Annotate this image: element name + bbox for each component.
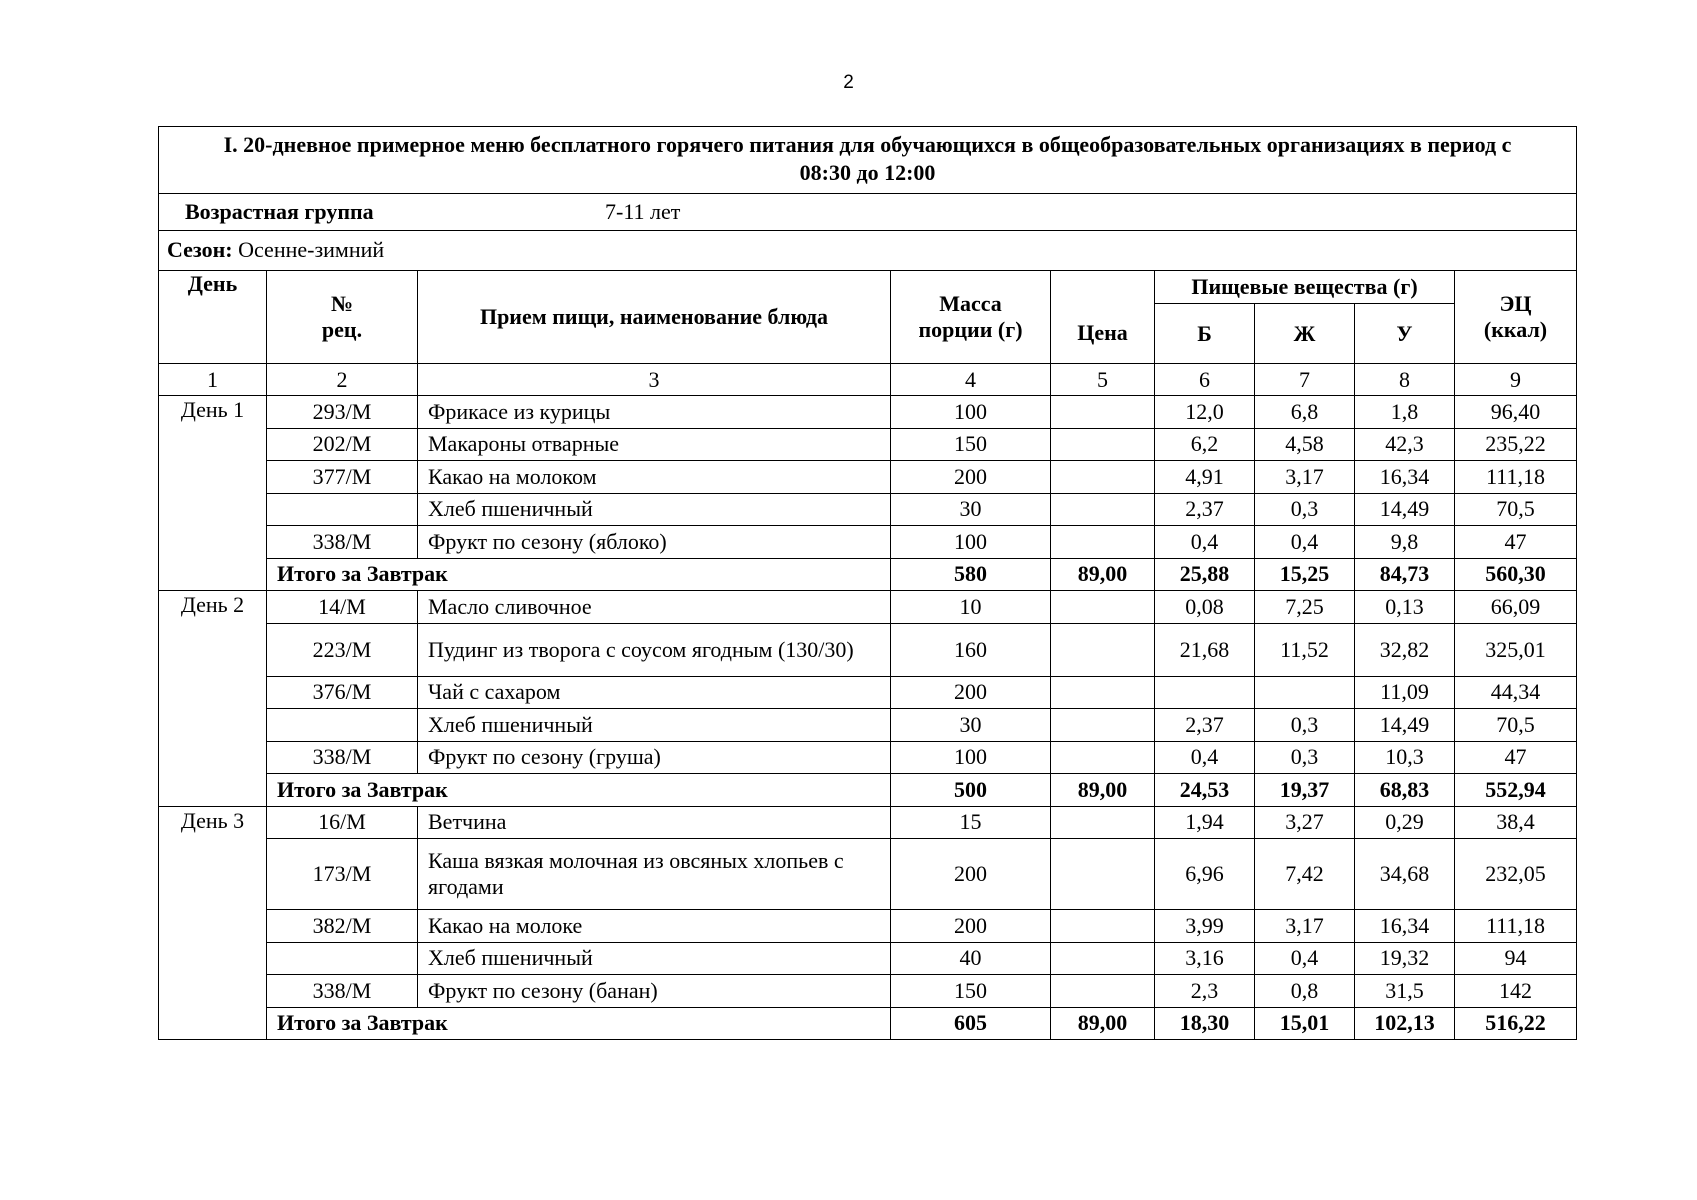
recipe-number: 338/М [267, 741, 418, 774]
dish-name: Фрукт по сезону (банан) [418, 975, 891, 1008]
protein-value: 21,68 [1155, 623, 1255, 676]
total-price: 89,00 [1051, 774, 1155, 807]
total-fat: 15,01 [1255, 1007, 1355, 1040]
energy-value: 47 [1455, 741, 1577, 774]
price [1051, 526, 1155, 559]
fat-value: 0,8 [1255, 975, 1355, 1008]
price [1051, 591, 1155, 624]
season-label: Сезон: [167, 237, 233, 262]
energy-value: 325,01 [1455, 623, 1577, 676]
fat-value: 0,4 [1255, 526, 1355, 559]
portion-mass: 15 [891, 806, 1051, 839]
column-number: 7 [1255, 364, 1355, 396]
portion-mass: 100 [891, 396, 1051, 429]
portion-mass: 200 [891, 676, 1051, 709]
day-label: День 1 [159, 396, 267, 591]
price [1051, 676, 1155, 709]
energy-value: 111,18 [1455, 910, 1577, 943]
menu-table-body [159, 127, 1577, 1040]
column-number-row [159, 364, 1577, 396]
dish-name: Хлеб пшеничный [418, 493, 891, 526]
header-energy-line1: ЭЦ [1499, 291, 1532, 316]
dish-name: Масло сливочное [418, 591, 891, 624]
portion-mass: 200 [891, 910, 1051, 943]
recipe-number: 14/М [267, 591, 418, 624]
protein-value: 3,16 [1155, 942, 1255, 975]
recipe-number: 173/М [267, 839, 418, 910]
price [1051, 396, 1155, 429]
energy-value: 38,4 [1455, 806, 1577, 839]
protein-value: 2,37 [1155, 493, 1255, 526]
header-energy [1455, 271, 1577, 364]
energy-value: 70,5 [1455, 493, 1577, 526]
protein-value [1155, 676, 1255, 709]
portion-mass: 100 [891, 526, 1051, 559]
dish-name: Чай с сахаром [418, 676, 891, 709]
dish-name: Хлеб пшеничный [418, 709, 891, 742]
dish-name: Какао на молоке [418, 910, 891, 943]
table-row [159, 709, 1577, 742]
table-row [159, 806, 1577, 839]
header-dish: Прием пищи, наименование блюда [418, 271, 891, 364]
table-row [159, 428, 1577, 461]
header-price-top [1051, 271, 1155, 304]
table-row [159, 591, 1577, 624]
total-fat: 15,25 [1255, 558, 1355, 591]
energy-value: 235,22 [1455, 428, 1577, 461]
energy-value: 94 [1455, 942, 1577, 975]
recipe-number: 376/М [267, 676, 418, 709]
recipe-number: 377/М [267, 461, 418, 494]
price [1051, 910, 1155, 943]
dish-name: Фрукт по сезону (яблоко) [418, 526, 891, 559]
fat-value: 0,4 [1255, 942, 1355, 975]
header-carbs: У [1355, 304, 1455, 364]
title-row [159, 127, 1577, 194]
recipe-number [267, 942, 418, 975]
carbs-value: 11,09 [1355, 676, 1455, 709]
age-group-value: 7-11 лет [605, 199, 681, 224]
recipe-number: 338/М [267, 526, 418, 559]
carbs-value: 1,8 [1355, 396, 1455, 429]
dish-name: Фрукт по сезону (груша) [418, 741, 891, 774]
recipe-number: 382/М [267, 910, 418, 943]
fat-value: 7,42 [1255, 839, 1355, 910]
energy-value: 232,05 [1455, 839, 1577, 910]
energy-value: 70,5 [1455, 709, 1577, 742]
protein-value: 2,3 [1155, 975, 1255, 1008]
recipe-number [267, 709, 418, 742]
table-row [159, 741, 1577, 774]
recipe-number: 223/М [267, 623, 418, 676]
energy-value: 111,18 [1455, 461, 1577, 494]
header-day: День [159, 271, 267, 364]
total-fat: 19,37 [1255, 774, 1355, 807]
price [1051, 709, 1155, 742]
fat-value: 0,3 [1255, 709, 1355, 742]
protein-value: 12,0 [1155, 396, 1255, 429]
carbs-value: 31,5 [1355, 975, 1455, 1008]
total-price: 89,00 [1051, 1007, 1155, 1040]
price [1051, 942, 1155, 975]
table-row [159, 839, 1577, 910]
protein-value: 3,99 [1155, 910, 1255, 943]
fat-value: 6,8 [1255, 396, 1355, 429]
total-energy: 560,30 [1455, 558, 1577, 591]
season-row [159, 231, 1577, 271]
price [1051, 493, 1155, 526]
total-mass: 580 [891, 558, 1051, 591]
dish-name: Фрикасе из курицы [418, 396, 891, 429]
table-row [159, 942, 1577, 975]
dish-name: Какао на молоком [418, 461, 891, 494]
energy-value: 142 [1455, 975, 1577, 1008]
header-mass [891, 271, 1051, 364]
day-label: День 3 [159, 806, 267, 1040]
table-row [159, 975, 1577, 1008]
header-recipe-no [267, 271, 418, 364]
total-protein: 24,53 [1155, 774, 1255, 807]
header-mass-line1: Масса [939, 291, 1002, 316]
fat-value [1255, 676, 1355, 709]
dish-name: Хлеб пшеничный [418, 942, 891, 975]
protein-value: 6,96 [1155, 839, 1255, 910]
header-fat: Ж [1255, 304, 1355, 364]
portion-mass: 160 [891, 623, 1051, 676]
column-number: 5 [1051, 364, 1155, 396]
protein-value: 6,2 [1155, 428, 1255, 461]
header-row-1 [159, 271, 1577, 304]
column-number: 6 [1155, 364, 1255, 396]
total-price: 89,00 [1051, 558, 1155, 591]
total-carbs: 102,13 [1355, 1007, 1455, 1040]
protein-value: 0,4 [1155, 526, 1255, 559]
total-label: Итого за Завтрак [267, 558, 891, 591]
price [1051, 461, 1155, 494]
dish-name: Ветчина [418, 806, 891, 839]
header-nutrients: Пищевые вещества (г) [1155, 271, 1455, 304]
fat-value: 0,3 [1255, 493, 1355, 526]
portion-mass: 150 [891, 975, 1051, 1008]
header-recipe-no-line1: № [330, 291, 354, 316]
table-row [159, 676, 1577, 709]
carbs-value: 9,8 [1355, 526, 1455, 559]
portion-mass: 100 [891, 741, 1051, 774]
column-number: 8 [1355, 364, 1455, 396]
dish-name: Каша вязкая молочная из овсяных хлопьев с ягодами [418, 839, 891, 910]
portion-mass: 30 [891, 709, 1051, 742]
header-energy-line2: (ккал) [1483, 317, 1548, 342]
recipe-number: 202/М [267, 428, 418, 461]
portion-mass: 10 [891, 591, 1051, 624]
menu-table [158, 126, 1577, 1040]
carbs-value: 16,34 [1355, 461, 1455, 494]
price [1051, 623, 1155, 676]
total-row [159, 774, 1577, 807]
table-row [159, 396, 1577, 429]
protein-value: 0,4 [1155, 741, 1255, 774]
column-number: 3 [418, 364, 891, 396]
price [1051, 975, 1155, 1008]
fat-value: 11,52 [1255, 623, 1355, 676]
column-number: 4 [891, 364, 1051, 396]
total-carbs: 84,73 [1355, 558, 1455, 591]
carbs-value: 0,29 [1355, 806, 1455, 839]
age-group-label: Возрастная группа [185, 199, 374, 224]
portion-mass: 200 [891, 839, 1051, 910]
recipe-number: 293/М [267, 396, 418, 429]
header-price: Цена [1051, 304, 1155, 364]
total-energy: 516,22 [1455, 1007, 1577, 1040]
protein-value: 0,08 [1155, 591, 1255, 624]
carbs-value: 10,3 [1355, 741, 1455, 774]
table-row [159, 461, 1577, 494]
fat-value: 0,3 [1255, 741, 1355, 774]
column-number: 2 [267, 364, 418, 396]
total-mass: 605 [891, 1007, 1051, 1040]
total-label: Итого за Завтрак [267, 774, 891, 807]
total-carbs: 68,83 [1355, 774, 1455, 807]
total-protein: 18,30 [1155, 1007, 1255, 1040]
total-label: Итого за Завтрак [267, 1007, 891, 1040]
fat-value: 3,27 [1255, 806, 1355, 839]
fat-value: 3,17 [1255, 461, 1355, 494]
carbs-value: 19,32 [1355, 942, 1455, 975]
total-row [159, 1007, 1577, 1040]
column-number: 9 [1455, 364, 1577, 396]
energy-value: 96,40 [1455, 396, 1577, 429]
portion-mass: 150 [891, 428, 1051, 461]
table-title: I. 20-дневное примерное меню бесплатного горячего питания для обучающихся в общеобразовательных организациях в период с 08:30 до 12:00 [159, 127, 1577, 194]
dish-name: Макароны отварные [418, 428, 891, 461]
total-row [159, 558, 1577, 591]
price [1051, 741, 1155, 774]
recipe-number [267, 493, 418, 526]
recipe-number: 16/М [267, 806, 418, 839]
protein-value: 2,37 [1155, 709, 1255, 742]
table-row [159, 526, 1577, 559]
portion-mass: 30 [891, 493, 1051, 526]
carbs-value: 14,49 [1355, 709, 1455, 742]
recipe-number: 338/М [267, 975, 418, 1008]
total-protein: 25,88 [1155, 558, 1255, 591]
energy-value: 44,34 [1455, 676, 1577, 709]
fat-value: 4,58 [1255, 428, 1355, 461]
table-row [159, 623, 1577, 676]
carbs-value: 14,49 [1355, 493, 1455, 526]
column-number: 1 [159, 364, 267, 396]
table-row [159, 910, 1577, 943]
energy-value: 47 [1455, 526, 1577, 559]
carbs-value: 32,82 [1355, 623, 1455, 676]
carbs-value: 34,68 [1355, 839, 1455, 910]
protein-value: 1,94 [1155, 806, 1255, 839]
header-mass-line2: порции (г) [918, 317, 1023, 342]
header-protein: Б [1155, 304, 1255, 364]
fat-value: 3,17 [1255, 910, 1355, 943]
protein-value: 4,91 [1155, 461, 1255, 494]
table-row [159, 493, 1577, 526]
portion-mass: 40 [891, 942, 1051, 975]
price [1051, 806, 1155, 839]
portion-mass: 200 [891, 461, 1051, 494]
energy-value: 66,09 [1455, 591, 1577, 624]
day-label: День 2 [159, 591, 267, 807]
price [1051, 428, 1155, 461]
dish-name: Пудинг из творога с соусом ягодным (130/30) [418, 623, 891, 676]
total-mass: 500 [891, 774, 1051, 807]
fat-value: 7,25 [1255, 591, 1355, 624]
header-recipe-no-line2: рец. [321, 317, 363, 342]
season-value: Осенне-зимний [238, 237, 385, 262]
carbs-value: 0,13 [1355, 591, 1455, 624]
price [1051, 839, 1155, 910]
carbs-value: 16,34 [1355, 910, 1455, 943]
page-number: 2 [843, 72, 854, 93]
carbs-value: 42,3 [1355, 428, 1455, 461]
age-group-row [159, 194, 1577, 231]
total-energy: 552,94 [1455, 774, 1577, 807]
